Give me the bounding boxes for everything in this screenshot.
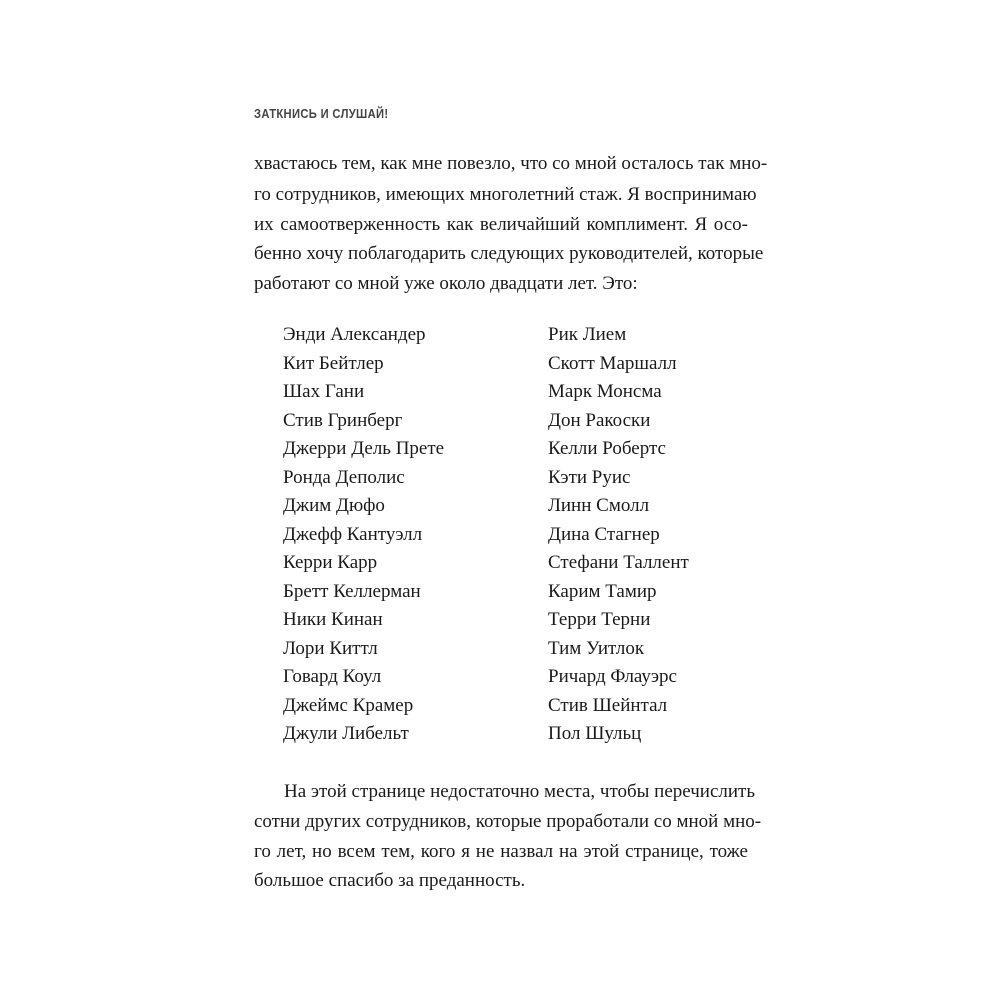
name-item: Кит Бейтлер: [283, 353, 384, 374]
name-item: Керри Карр: [283, 552, 378, 573]
name-item: Стив Шейнтал: [548, 695, 668, 716]
paragraph-line: их самоотверженность как величайший комплимент. Я осо-: [254, 214, 748, 235]
paragraph-line: хвастаюсь тем, как мне повезло, что со мной осталось так мно-: [254, 153, 768, 174]
name-item: Энди Александер: [283, 324, 426, 345]
name-item: Джеймс Крамер: [283, 695, 414, 716]
name-item: Марк Монсма: [548, 381, 662, 402]
running-head: ЗАТКНИСЬ И СЛУШАЙ!: [254, 106, 389, 121]
name-item: Карим Тамир: [548, 581, 657, 602]
name-item: Стефани Таллент: [548, 552, 689, 573]
name-item: Линн Смолл: [548, 495, 650, 516]
paragraph-line: На этой странице недостаточно места, чтобы перечислить: [284, 781, 756, 802]
name-item: Кэти Руис: [548, 467, 631, 488]
name-item: Тим Уитлок: [548, 638, 645, 659]
name-item: Терри Терни: [548, 609, 651, 630]
name-item: Джефф Кантуэлл: [283, 524, 423, 545]
name-item: Рик Лием: [548, 324, 627, 345]
paragraph-line: го лет, но всем тем, кого я не назвал на этой странице, тоже: [254, 841, 748, 862]
paragraph-line: бенно хочу поблагодарить следующих руководителей, которые: [254, 243, 764, 264]
name-item: Говард Коул: [283, 666, 382, 687]
name-item: Джим Дюфо: [283, 495, 385, 516]
name-item: Джерри Дель Прете: [283, 438, 445, 459]
paragraph-line: го сотрудников, имеющих многолетний стаж. Я воспринимаю: [254, 184, 757, 205]
name-item: Ронда Деполис: [283, 467, 405, 488]
name-item: Бретт Келлерман: [283, 581, 421, 602]
name-item: Шах Гани: [283, 381, 365, 402]
name-item: Джули Либельт: [283, 723, 409, 744]
name-item: Ники Кинан: [283, 609, 383, 630]
name-item: Дина Стагнер: [548, 524, 660, 545]
paragraph-line: сотни других сотрудников, которые проработали со мной мно-: [254, 811, 762, 832]
name-item: Скотт Маршалл: [548, 353, 677, 374]
name-item: Лори Киттл: [283, 638, 378, 659]
name-item: Дон Ракоски: [548, 410, 651, 431]
name-item: Стив Гринберг: [283, 410, 403, 431]
paragraph-line: работают со мной уже около двадцати лет. Это:: [254, 273, 638, 294]
name-item: Ричард Флауэрс: [548, 666, 677, 687]
paragraph-line: большое спасибо за преданность.: [254, 870, 526, 891]
name-item: Пол Шульц: [548, 723, 642, 744]
name-item: Келли Робертс: [548, 438, 666, 459]
